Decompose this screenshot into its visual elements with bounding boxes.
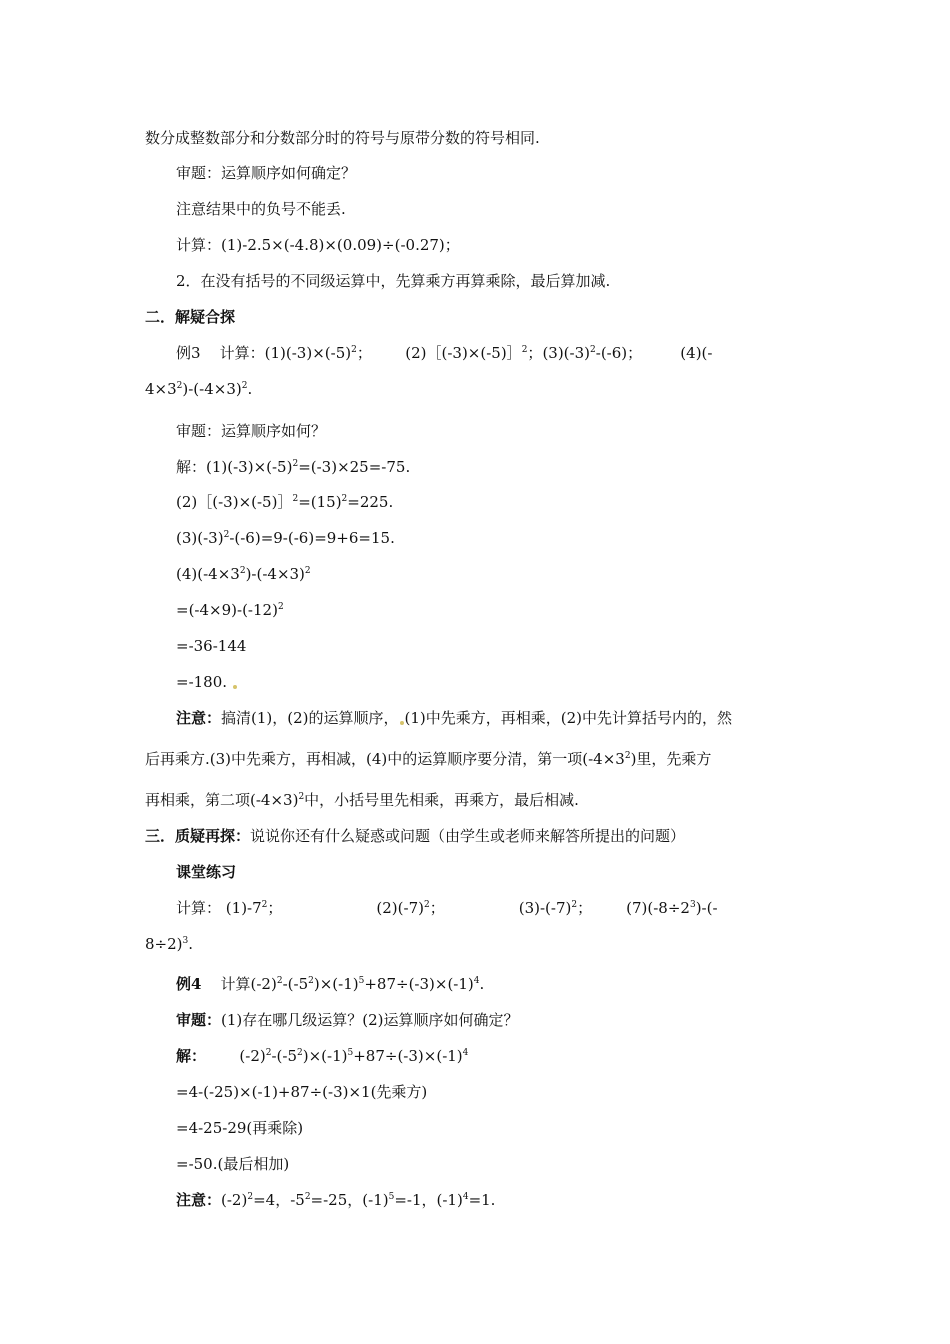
- solution-line: =-36-144: [176, 637, 247, 655]
- section-heading: 二．解疑合探: [145, 308, 236, 326]
- solution-line: $(4)(-4\times 3^2)-(-4\times 3)^2$: [176, 565, 311, 583]
- text-line: 注意结果中的负号不能丢.: [176, 200, 346, 218]
- practice-heading: 课堂练习: [176, 863, 237, 881]
- note-line: 再相乘，第二项$(-4\times 3)^2$中，小括号里先相乘，再乘方，最后相减.: [145, 791, 579, 809]
- text-line: 数分成整数部分和分数部分时的符号与原带分数的符号相同.: [145, 129, 540, 147]
- solution-line: 解： $(-2)^2-(-5^2)\times(-1)^5+87\div(-3)\times(-1)^4$: [176, 1047, 469, 1065]
- review-line: 审题：(1)存在哪几级运算？(2)运算顺序如何确定？: [176, 1011, 519, 1029]
- solution-line: 解：$(1)(-3)\times(-5)^2=(-3)\times 25=-75$.: [176, 458, 411, 476]
- solution-line: $=(-4\times 9)-(-12)^2$: [176, 601, 284, 619]
- text-line: 计算：(1)-2.5×(-4.8)×(0.09)÷(-0.27)；: [176, 236, 460, 254]
- dot-mark: [233, 685, 237, 689]
- solution-line: =-50.(最后相加): [176, 1155, 290, 1173]
- example-4: 例4 计算$(-2)^2-(-5^2)\times(-1)^5+87\div(-3)\times(-1)^4$.: [176, 975, 485, 993]
- note-line: 注意：$(-2)^2=4$，$-5^2=-25$，$(-1)^5=-1$，$(-1)^4=1$.: [176, 1191, 496, 1209]
- practice-line: 8÷2)$^3$.: [145, 935, 194, 953]
- section-heading: 三．质疑再探：说说你还有什么疑惑或问题（由学生或老师来解答所提出的问题）: [145, 827, 686, 845]
- note-line: 注意：搞清(1)，(2)的运算顺序， (1)中先乘方，再相乘，(2)中先计算括号内的，然: [176, 709, 733, 727]
- solution-line: $(3)(-3)^2-(-6)=9-(-6)=9+6=15$.: [176, 529, 395, 547]
- solution-line: $(2)[(-3)\times(-5)]^2=(15)^2=225$.: [176, 493, 394, 511]
- solution-line: =-180.: [176, 672, 238, 692]
- practice-line: 计算： $(1)-7^2$； $(2)(-7)^2$； $(3)-(-7)^2$； $(7)(-8\div 2^3)-(-$: [176, 899, 718, 917]
- text-line: 审题：运算顺序如何？: [176, 422, 327, 440]
- solution-line: =4-25-29(再乘除): [176, 1119, 304, 1137]
- example-3: 例3 计算：$(1)(-3)\times(-5)^2$； (2)［(-3)×(-5)］$^2$；$(3)(-3)^2-(-6)$； (4)(-: [176, 344, 713, 362]
- text-line: 审题：运算顺序如何确定？: [176, 164, 357, 182]
- solution-line: =4-(-25)×(-1)+87÷(-3)×1(先乘方): [176, 1083, 428, 1101]
- example-3-cont: $4\times 3^2)-(-4\times 3)^2$.: [145, 380, 253, 398]
- text-line: 2．在没有括号的不同级运算中，先算乘方再算乘除，最后算加减.: [176, 272, 611, 290]
- dot-mark: [400, 721, 404, 725]
- note-line: 后再乘方.(3)中先乘方，再相减，(4)中的运算顺序要分清，第一项$(-4\times 3^2)$里，先乘方: [145, 750, 712, 768]
